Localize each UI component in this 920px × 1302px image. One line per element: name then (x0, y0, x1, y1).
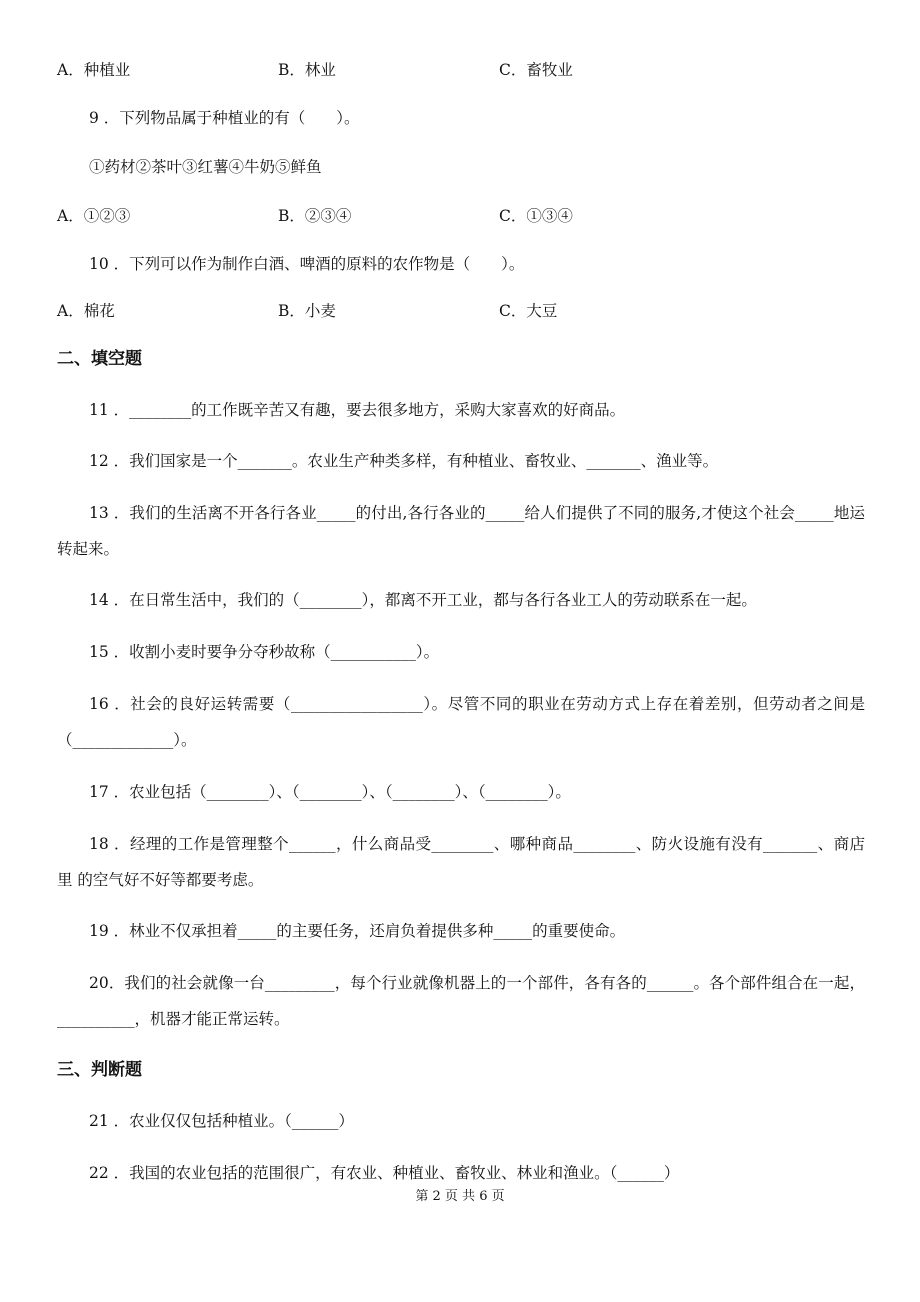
section-heading-fill-blank: 二、填空题 (57, 349, 142, 369)
question-16: 16 ．社会的良好运转需要（_________________）。尽管不同的职业在劳动方式上存在着差别，但劳动者之间是（_____________）。 (57, 695, 865, 749)
q10-option-a: A．棉花 (57, 302, 115, 320)
q9-option-c: C．①③④ (499, 207, 573, 225)
question-18: 18 ．经理的工作是管理整个______，什么商品受________、哪种商品________、防火设施有没有_______、商店里 的空气好不好等都要考虑。 (57, 835, 865, 889)
page-footer: 第 2 页 共 6 页 (415, 1189, 505, 1204)
q9-items: ①药材②茶叶③红薯④牛奶⑤鲜鱼 (89, 158, 322, 176)
q8-option-b: B．林业 (278, 61, 336, 79)
q10-option-c: C．大豆 (499, 302, 558, 320)
question-11: 11 ．________的工作既辛苦又有趣，要去很多地方，采购大家喜欢的好商品。 (89, 401, 626, 419)
q8-option-a: A．种植业 (57, 61, 131, 79)
q10-stem: 10 ．下列可以作为制作白酒、啤酒的原料的农作物是（ ）。 (89, 255, 525, 273)
question-21: 21 ．农业仅仅包括种植业。（______） (89, 1112, 354, 1130)
q8-option-c: C．畜牧业 (499, 61, 573, 79)
question-12: 12 ．我们国家是一个_______。农业生产种类多样，有种植业、畜牧业、_______、渔业等。 (89, 452, 719, 470)
q9-stem: 9 ．下列物品属于种植业的有（ ）。 (89, 109, 360, 127)
q10-option-b: B．小麦 (278, 302, 336, 320)
section-heading-true-false: 三、判断题 (57, 1060, 142, 1080)
question-17: 17 ．农业包括（________）、（________）、（________）、（________）。 (89, 783, 571, 801)
question-19: 19 ．林业不仅承担着_____的主要任务，还肩负着提供多种_____的重要使命。 (89, 922, 626, 940)
question-13: 13 ．我们的生活离不开各行各业_____的付出,各行各业的_____给人们提供了不同的服务,才使这个社会_____地运转起来。 (57, 504, 865, 558)
question-22: 22 ．我国的农业包括的范围很广，有农业、种植业、畜牧业、林业和渔业。（______） (89, 1164, 680, 1182)
q9-option-a: A．①②③ (57, 207, 131, 225)
question-14: 14 ．在日常生活中，我们的（________），都离不开工业，都与各行各业工人的劳动联系在一起。 (89, 591, 757, 609)
q9-option-b: B．②③④ (278, 207, 352, 225)
question-20: 20．我们的社会就像一台_________，每个行业就像机器上的一个部件，各有各的______。各个部件组合在一起，__________，机器才能正常运转。 (57, 974, 865, 1028)
question-15: 15 ．收割小麦时要争分夺秒故称（___________）。 (89, 643, 440, 661)
